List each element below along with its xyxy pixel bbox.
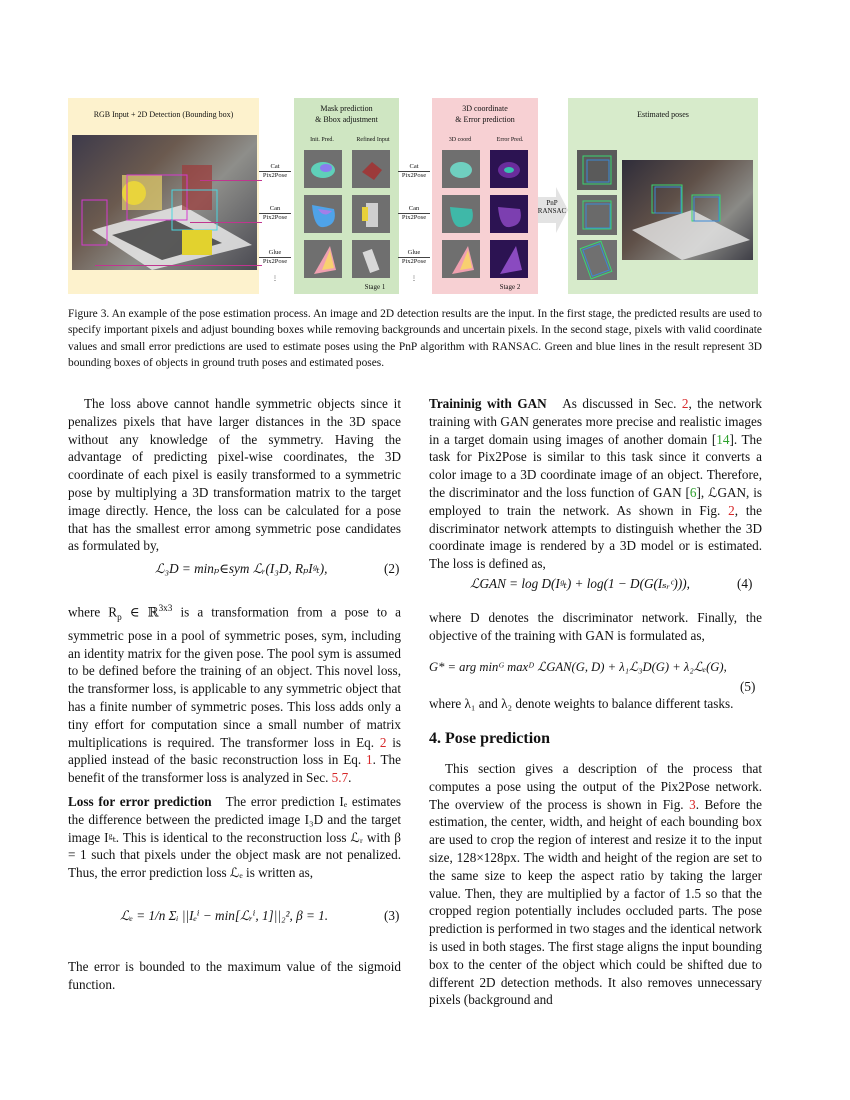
ref-fig-3[interactable]: 3: [689, 796, 696, 812]
equation-3: ℒₑ = 1/n Σᵢ ||Iₑⁱ − min[ℒᵣⁱ, 1]||₂², β = 1.: [120, 908, 329, 923]
thumb-glue-init: [304, 240, 342, 278]
equation-2-number: (2): [384, 561, 400, 576]
rgb-input-image: [72, 135, 257, 270]
ref-fig-2[interactable]: 2: [728, 502, 735, 518]
panel-3d-title-2: & Error prediction: [455, 115, 515, 124]
thumb-cat-init: [304, 150, 342, 188]
ref-eq-1[interactable]: 1: [366, 752, 373, 768]
rgb-scene-graphic: [72, 135, 257, 270]
right-paragraph-4: This section gives a description of the process that computes a pose using the output of the Pix2Pose network. The overview of the process is shown in Fig. 3. Before the estimation, the center, width, and height of each bounding box are used to crop the region of interest and resize it to the input size, 128×128px. The width and height of the region are set to the same size to keep the aspect ratio by taking the larger value. Then, they are multiplied by a factor of 1.5 so that the cropped region potentially includes occluded parts. The pose prediction is performed in two stages and the identical network is used in both stages. The first stage aligns the input bounding box to the center of the object which could be shifted due to different 2D detection methods. It also removes unnecessary pixels (background and: [429, 761, 762, 1008]
panel-mask-title-2: & Bbox adjustment: [315, 115, 378, 124]
right-paragraph-3: where λ₁ and λ₂ denote weights to balance different tasks.: [429, 696, 734, 711]
equation-2: ℒ₃D = minₚ∈sym ℒᵣ(I₃D, RₚIᵍₜ),: [155, 561, 328, 576]
stage-1-label: Stage 1: [364, 283, 386, 291]
thumb-can-init: [304, 195, 342, 233]
pix2pose-glue-2: Glue Pix2Pose: [397, 249, 431, 266]
right-paragraph-1: Traininig with GAN As discussed in Sec. 2, the network training with GAN generates more precise and realistic images in a target domain using images of another domain [14]. The task for Pix2Pose is similar to this task since it converts a color image to a 3D coordinate image of an object. Therefore, the discriminator and the loss function of GAN [6], ℒGAN, is employed to train the network. As shown in Fig. 2, the discriminator network attempts to distinguish whether the 3D coordinate image is rendered by a 3D model or is estimated. The loss is defined as,: [429, 396, 763, 572]
thumb-glue-3d: [442, 240, 480, 278]
col-init-pred: Init. Pred.: [310, 137, 334, 143]
ellipsis-2: ⋮: [411, 276, 417, 282]
left-paragraph-3: Loss for error prediction The error prediction Iₑ estimates the difference between the predicted image I₃D and the target image Iᵍₜ. This is identical to the reconstruction loss ℒᵣ with β = 1 such that pixels under the object mask are not penalized. Thus, the error prediction loss ℒₑ is written as,: [68, 794, 402, 881]
col-error-pred: Error Pred.: [496, 137, 524, 143]
left-paragraph-1: The loss above cannot handle symmetric objects since it penalizes pixels that have larger distances in the 3D space without any knowledge of the symmetry. Having the advantage of predicting pixel-wise coordinates, the 3D coordinate of each pixel is easily transformed to a symmetric pose by multiplying a 3D transformation matrix to the target image directly. Hence, the loss can be calculated for a pose that has the smallest error among symmetric pose candidates as formulated by,: [68, 396, 401, 554]
gan-heading: Traininig with GAN: [429, 396, 547, 411]
thumb-can-3d: [442, 195, 480, 233]
thumb-can-error: [490, 195, 528, 233]
left-paragraph-4: The error is bounded to the maximum value of the sigmoid function.: [68, 959, 401, 992]
pix2pose-glue-1: Glue Pix2Pose: [258, 249, 292, 266]
left-paragraph-2: where $R_p$ ∈ ℝ$^{3x3}$ is a transformation from a pose to a symmetric pose in a pool of symmetric poses, sym, including an identity matrix for the given pose. The pool sym is assumed to be defined before the training of an object. This novel loss, the transformer loss, is applicable to any symmetric object that has a finite number of symmetric poses. This loss adds only a tiny effort for computation since a small number of matrix multiplications is required. The transformer loss in Eq. 2 is applied instead of the basic reconstruction loss in Eq. 1. The benefit of the transformer loss is analyzed in Sec. 5.7.: [68, 603, 402, 786]
cite-6[interactable]: 6: [689, 484, 697, 500]
thumb-cat-3d: [442, 150, 480, 188]
thumb-cat-refined: [352, 150, 390, 188]
thumb-glue-refined: [352, 240, 390, 278]
pix2pose-cat-2: Cat Pix2Pose: [397, 163, 431, 180]
thumb-glue-error: [490, 240, 528, 278]
loss-error-heading: Loss for error prediction: [68, 794, 212, 809]
panel-rgb-input-title: RGB Input + 2D Detection (Bounding box): [93, 110, 234, 119]
ref-sec-5-7[interactable]: 5.7: [331, 770, 349, 786]
equation-5-number: (5): [740, 679, 756, 694]
equation-4-number: (4): [737, 576, 753, 591]
col-refined-input: Refined Input: [356, 137, 390, 143]
section-heading-pose-prediction: 4. Pose prediction: [429, 730, 551, 747]
thumb-can-refined: [352, 195, 390, 233]
ref-eq-2[interactable]: 2: [379, 734, 387, 750]
col-3d-coord: 3D coord: [448, 137, 472, 143]
ref-sec-2[interactable]: 2: [681, 396, 689, 411]
equation-3-number: (3): [384, 908, 400, 923]
pix2pose-cat-1: Cat Pix2Pose: [258, 163, 292, 180]
pix2pose-can-1: Can Pix2Pose: [258, 205, 292, 222]
figure-caption: Figure 3. An example of the pose estimation process. An image and 2D detection results are the input. In the first stage, the predicted results are used to specify important pixels and adjust bounding boxes while removing backgrounds and uncertain pixels. In the second stage, pixels with valid coordinate values and small error predictions are used to estimate poses using the PnP algorithm with RANSAC. Green and blue lines in the result represent 3D bounding boxes of objects in ground truth poses and estimated poses.: [68, 308, 762, 370]
ellipsis-1: ⋮: [272, 276, 278, 282]
arrow-cat: [200, 180, 262, 181]
pnp-label: PnP: [546, 199, 558, 207]
pose-crop-glue: [577, 240, 617, 280]
pose-result-image: [622, 160, 753, 260]
panel-3d-title-1: 3D coordinate: [462, 104, 508, 113]
stage-2-label: Stage 2: [499, 283, 521, 291]
pose-crop-can: [577, 195, 617, 235]
arrow-can: [190, 222, 262, 223]
panel-mask-title-1: Mask prediction: [320, 104, 373, 113]
pose-crop-cat: [577, 150, 617, 190]
equation-5: G* = arg minᴳ maxᴰ ℒGAN(G, D) + λ₁ℒ₃D(G) + λ₂ℒₑ(G),: [429, 660, 727, 674]
arrow-glue: [95, 265, 262, 266]
thumb-cat-error: [490, 150, 528, 188]
panel-estimated-title: Estimated poses: [637, 110, 689, 119]
right-paragraph-2: where D denotes the discriminator network. Finally, the objective of the training with GAN is formulated as,: [429, 610, 762, 643]
ransac-label: RANSAC: [537, 207, 567, 215]
equation-4: ℒGAN = log D(Iᵍₜ) + log(1 − D(G(Iₛᵣᶜ))),: [470, 576, 690, 591]
pix2pose-can-2: Can Pix2Pose: [397, 205, 431, 222]
cite-14[interactable]: 14: [716, 431, 730, 447]
